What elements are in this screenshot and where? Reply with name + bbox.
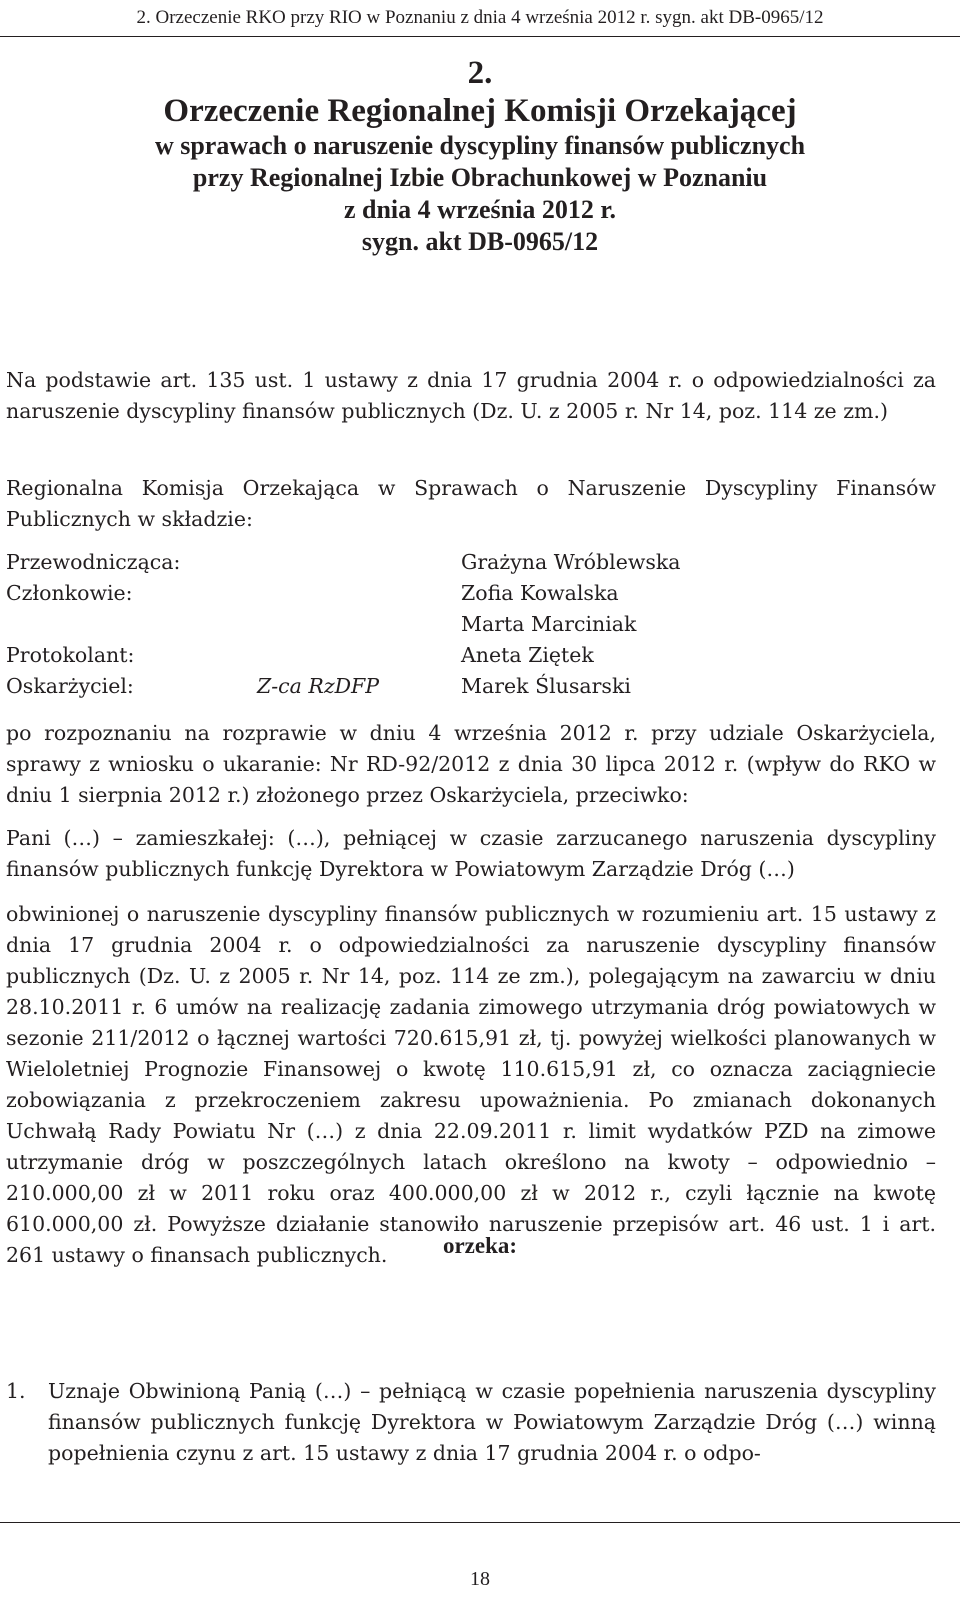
defendant-paragraph: Pani (…) – zamieszkałej: (…), pełniącej w czasie zarzucanego naruszenia dyscypliny finansów publicznych funkcję Dyrektora w Powiatowym Zarządzie Dróg (…) bbox=[6, 826, 936, 881]
clerk-label: Protokolant: bbox=[6, 643, 135, 667]
title-number: 2. bbox=[467, 55, 493, 91]
title-line-2: w sprawach o naruszenie dyscypliny finansów publicznych bbox=[154, 131, 806, 160]
title-line-3: przy Regionalnej Izbie Obrachunkowej w Poznaniu bbox=[192, 163, 768, 192]
title-line-5: sygn. akt DB-0965/12 bbox=[361, 227, 599, 256]
verdict-point-1 bbox=[6, 1376, 936, 1469]
charge-paragraph: obwinionej o naruszenie dyscypliny finansów publicznych w rozumieniu art. 15 ustawy z dnia 17 grudnia 2004 r. o odpowiedzialności za naruszenie dyscypliny finansów publicznych (Dz. U. z 2005 r. Nr 14, poz. 114 ze zm.), polegającym na zawarciu w dniu 28.10.2011 r. 6 umów na realizację zadania zimowego utrzymania dróg powiatowych w sezonie 211/2012 o łącznej wartości 720.615,91 zł, tj. powyżej wielkości planowanych w Wieloletniej Prognozie Finansowej o kwotę 110.615,91 zł, co oznacza zaciągniecie zobowiązania z przekroczeniem zakresu upoważnienia. Po zmianach dokonanych Uchwałą Rady Powiatu Nr (…) z dnia 22.09.2011 r. limit wydatków PZD na zimowe utrzymanie dróg w poszczególnych latach określono na kwoty – odpowiednio – 210.000,00 zł w 2011 roku oraz 400.000,00 zł w 2012 r., czyli łącznie na kwotę 610.000,00 zł. Powyższe działanie stanowiło naruszenie przepisów art. 46 ust. 1 i art. 261 ustawy o finansach publicznych. bbox=[6, 902, 936, 1267]
verdict-point-1-number: 1. bbox=[6, 1379, 26, 1403]
chair-label: Przewodnicząca: bbox=[6, 550, 181, 574]
title-line-4: z dnia 4 września 2012 r. bbox=[343, 195, 617, 224]
clerk-name: Aneta Ziętek bbox=[461, 643, 594, 667]
member-name-2: Marta Marciniak bbox=[461, 612, 637, 636]
prosecutor-role: Z-ca RzDFP bbox=[257, 674, 380, 698]
member-name-1: Zofia Kowalska bbox=[461, 581, 619, 605]
title-line-1: Orzeczenie Regionalnej Komisji Orzekającej bbox=[163, 93, 797, 129]
page-number: 18 bbox=[470, 1568, 490, 1590]
prosecutor-name: Marek Ślusarski bbox=[461, 674, 631, 698]
running-header: 2. Orzeczenie RKO przy RIO w Poznaniu z dnia 4 września 2012 r. sygn. akt DB-0965/12 bbox=[0, 0, 960, 37]
commission-intro-paragraph: Regionalna Komisja Orzekająca w Sprawach o Naruszenie Dyscypliny Finansów Publicznych w składzie: bbox=[6, 476, 936, 531]
members-label: Członkowie: bbox=[6, 581, 133, 605]
document-title bbox=[0, 54, 960, 258]
chair-name: Grażyna Wróblewska bbox=[461, 550, 681, 574]
hearing-paragraph: po rozpoznaniu na rozprawie w dniu 4 września 2012 r. przy udziale Oskarżyciela, sprawy z wniosku o ukaranie: Nr RD-92/2012 z dnia 30 lipca 2012 r. (wpływ do RKO w dniu 1 sierpnia 2012 r.) złożonego przez Oskarżyciela, przeciwko: bbox=[6, 721, 936, 807]
footer-divider bbox=[0, 1522, 960, 1523]
prosecutor-label: Oskarżyciel: bbox=[6, 674, 134, 698]
verdict-point-1-text: Uznaje Obwinioną Panią (…) – pełniącą w czasie popełnienia naruszenia dyscypliny finansów publicznych funkcję Dyrektora w Powiatowym Zarządzie Dróg (…) winną popełnienia czynu z art. 15 ustawy z dnia 17 grudnia 2004 r. o odpo- bbox=[48, 1379, 936, 1465]
verdict-heading: orzeka: bbox=[442, 1233, 518, 1258]
legal-basis-paragraph: Na podstawie art. 135 ust. 1 ustawy z dnia 17 grudnia 2004 r. o odpowiedzialności za naruszenie dyscypliny finansów publicznych (Dz. U. z 2005 r. Nr 14, poz. 114 ze zm.) bbox=[6, 368, 936, 423]
